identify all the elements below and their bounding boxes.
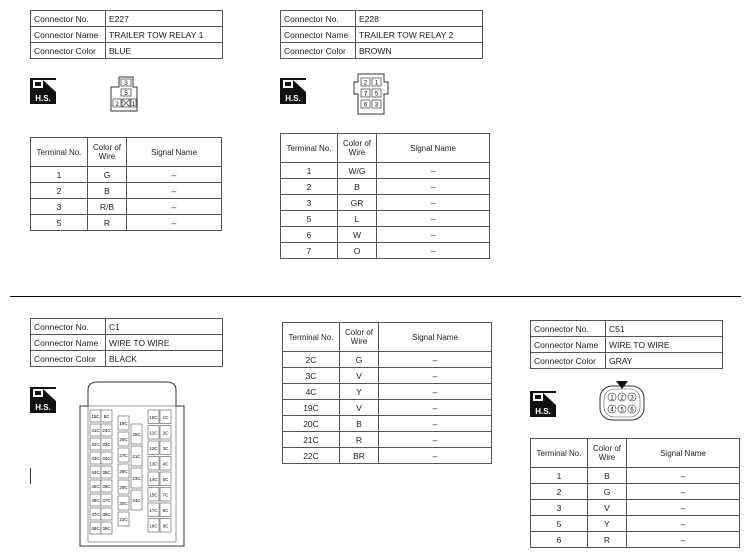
- cell-signal: –: [627, 484, 740, 500]
- pin-label: 15C: [149, 414, 158, 420]
- cell-signal: –: [379, 416, 492, 432]
- table-row: [531, 532, 740, 548]
- pin-label: 5C: [103, 414, 110, 419]
- info-label: Connector No.: [31, 319, 106, 335]
- cell-terminal: 1: [531, 468, 588, 484]
- cell-terminal: 19C: [283, 400, 340, 416]
- cell-signal: –: [379, 368, 492, 384]
- pin-label: 39C: [102, 526, 111, 531]
- cell-signal: –: [377, 243, 490, 259]
- harness-side-icon: [30, 78, 56, 104]
- col-header-signal: Signal Name: [377, 134, 490, 163]
- cell-terminal: 3C: [283, 368, 340, 384]
- cell-color: V: [340, 400, 379, 416]
- cell-signal: –: [379, 448, 492, 464]
- table-row: [281, 211, 490, 227]
- table-row: [31, 319, 223, 335]
- pin-label: 2: [363, 80, 368, 87]
- pin-label: 7C: [162, 492, 169, 498]
- table-row: [281, 179, 490, 195]
- pin-label: 3: [630, 395, 634, 402]
- pin-label: 2C: [162, 430, 169, 436]
- table-row: [531, 516, 740, 532]
- table-row: [283, 448, 492, 464]
- col-header-signal: Signal Name: [127, 138, 222, 167]
- table-row: [281, 195, 490, 211]
- pin-label: 21C: [132, 454, 141, 459]
- pin-label: 1: [610, 395, 614, 402]
- cell-terminal: 5: [531, 516, 588, 532]
- cell-color: W: [338, 227, 377, 243]
- pin-label: 47C: [91, 512, 100, 517]
- cell-color: G: [588, 484, 627, 500]
- cell-signal: –: [379, 352, 492, 368]
- cell-terminal: 1: [281, 163, 338, 179]
- table-row: [283, 432, 492, 448]
- cell-terminal: 7: [281, 243, 338, 259]
- e228-connector-info: [280, 10, 483, 59]
- cell-color: Y: [588, 516, 627, 532]
- col-header-signal: Signal Name: [379, 323, 492, 352]
- info-value: BLACK: [106, 351, 223, 367]
- info-label: Connector Color: [31, 351, 106, 367]
- c1-connector-info: [30, 318, 223, 367]
- cell-terminal: 1: [31, 167, 88, 183]
- pin-label: 1: [374, 80, 379, 87]
- info-label: Connector Name: [531, 337, 606, 353]
- c1-terminal-table: [282, 322, 492, 464]
- table-header: [531, 439, 740, 468]
- table-row: [531, 468, 740, 484]
- cell-signal: –: [379, 432, 492, 448]
- pin-label: 43C: [91, 456, 100, 461]
- cell-terminal: 22C: [283, 448, 340, 464]
- col-header-terminal: Terminal No.: [31, 138, 88, 167]
- cell-signal: –: [379, 400, 492, 416]
- table-header: [281, 134, 490, 163]
- pin-label: 5: [620, 407, 624, 414]
- table-row: [531, 353, 723, 369]
- e227-terminal-table: [30, 137, 222, 231]
- table-row: [531, 321, 723, 337]
- pin-label: 3: [124, 81, 128, 87]
- pin-label: 42C: [91, 442, 100, 447]
- col-header-terminal: Terminal No.: [283, 323, 340, 352]
- pin-label: 19C: [119, 421, 128, 426]
- pin-label: 48C: [91, 526, 100, 531]
- col-header-terminal: Terminal No.: [531, 439, 588, 468]
- e228-connector-face: [350, 72, 392, 118]
- pin-label: 15C: [149, 492, 158, 498]
- cell-signal: –: [127, 199, 222, 215]
- harness-side-icon: [30, 387, 56, 413]
- table-row: [283, 352, 492, 368]
- cell-signal: –: [379, 384, 492, 400]
- pin-label: 35C: [102, 470, 111, 475]
- cell-signal: –: [377, 195, 490, 211]
- text-cursor: [30, 468, 31, 484]
- table-row: [31, 351, 223, 367]
- table-row: [283, 384, 492, 400]
- info-value: WIRE TO WIRE: [606, 337, 723, 353]
- e227-connector-face: [105, 75, 147, 115]
- cell-color: BR: [340, 448, 379, 464]
- pin-label: 26C: [119, 437, 128, 442]
- table-header: [283, 323, 492, 352]
- info-label: Connector Color: [281, 43, 356, 59]
- cell-color: B: [340, 416, 379, 432]
- table-row: [31, 43, 223, 59]
- cell-color: R: [588, 532, 627, 548]
- cell-color: B: [588, 468, 627, 484]
- pin-label: 29C: [119, 485, 128, 490]
- cell-color: B: [88, 183, 127, 199]
- table-row: [31, 215, 222, 231]
- table-row: [281, 227, 490, 243]
- cell-color: W/G: [338, 163, 377, 179]
- pin-label: 34C: [102, 456, 111, 461]
- pin-label: 6: [630, 407, 634, 414]
- cell-color: O: [338, 243, 377, 259]
- pin-label: 2: [115, 102, 119, 108]
- hs-label: H.S.: [35, 94, 51, 103]
- pin-label: 16C: [91, 414, 100, 419]
- table-row: [281, 43, 483, 59]
- cell-terminal: 5: [31, 215, 88, 231]
- cell-terminal: 2: [31, 183, 88, 199]
- table-row: [281, 11, 483, 27]
- table-row: [281, 243, 490, 259]
- pin-label: 17C: [149, 507, 158, 513]
- pin-label: 28C: [119, 469, 128, 474]
- cell-signal: –: [627, 516, 740, 532]
- pin-label: 46C: [91, 498, 100, 503]
- col-header-signal: Signal Name: [627, 439, 740, 468]
- cell-signal: –: [377, 211, 490, 227]
- info-value: TRAILER TOW RELAY 2: [356, 27, 483, 43]
- col-header-color: Color of Wire: [340, 323, 379, 352]
- cell-color: R/B: [88, 199, 127, 215]
- cell-terminal: 2: [531, 484, 588, 500]
- cell-color: Y: [340, 384, 379, 400]
- cell-color: R: [88, 215, 127, 231]
- table-header: [31, 138, 222, 167]
- cell-color: B: [338, 179, 377, 195]
- pin-label: 44C: [91, 470, 100, 475]
- pin-label: 22C: [119, 517, 128, 522]
- cell-signal: –: [127, 183, 222, 199]
- cell-signal: –: [627, 468, 740, 484]
- cell-terminal: 3: [31, 199, 88, 215]
- table-row: [283, 416, 492, 432]
- table-row: [283, 368, 492, 384]
- cell-terminal: 3: [281, 195, 338, 211]
- info-value: WIRE TO WIRE: [106, 335, 223, 351]
- pin-label: 9C: [162, 523, 169, 529]
- pin-label: 36C: [102, 484, 111, 489]
- cell-terminal: 6: [531, 532, 588, 548]
- cell-terminal: 2C: [283, 352, 340, 368]
- cell-color: GR: [338, 195, 377, 211]
- info-value: BLUE: [106, 43, 223, 59]
- info-label: Connector Color: [31, 43, 106, 59]
- pin-label: 4C: [162, 461, 169, 467]
- table-row: [531, 484, 740, 500]
- e227-connector-info: [30, 10, 223, 59]
- info-value: E228: [356, 11, 483, 27]
- cell-terminal: 4C: [283, 384, 340, 400]
- col-header-terminal: Terminal No.: [281, 134, 338, 163]
- cell-signal: –: [377, 179, 490, 195]
- table-row: [281, 27, 483, 43]
- table-row: [31, 183, 222, 199]
- info-value: GRAY: [606, 353, 723, 369]
- cell-signal: –: [377, 227, 490, 243]
- cell-signal: –: [627, 500, 740, 516]
- cell-terminal: 20C: [283, 416, 340, 432]
- col-header-color: Color of Wire: [338, 134, 377, 163]
- pin-label: 37C: [102, 498, 111, 503]
- cell-signal: –: [377, 163, 490, 179]
- col-header-color: Color of Wire: [88, 138, 127, 167]
- table-row: [31, 167, 222, 183]
- info-label: Connector Name: [281, 27, 356, 43]
- hs-label: H.S.: [35, 403, 51, 412]
- info-label: Connector Color: [531, 353, 606, 369]
- cell-signal: –: [127, 167, 222, 183]
- hs-label: H.S.: [285, 94, 301, 103]
- harness-side-icon: [280, 78, 306, 104]
- table-row: [31, 27, 223, 43]
- pin-label: 24C: [102, 428, 111, 433]
- pin-label: 12C: [149, 445, 158, 451]
- table-row: [31, 335, 223, 351]
- cell-color: V: [340, 368, 379, 384]
- table-row: [31, 11, 223, 27]
- cell-color: L: [338, 211, 377, 227]
- harness-side-icon: [530, 391, 556, 417]
- pin-label: 14C: [149, 476, 158, 482]
- section-divider: [10, 296, 741, 297]
- table-row: [531, 500, 740, 516]
- cell-color: R: [340, 432, 379, 448]
- table-row: [281, 163, 490, 179]
- pin-label: 8C: [162, 507, 169, 513]
- pin-label: 5C: [162, 476, 169, 482]
- pin-label: 1C: [162, 414, 169, 420]
- pin-label: 11C: [149, 430, 158, 436]
- hs-label: H.S.: [535, 407, 551, 416]
- pin-label: 23C: [132, 476, 141, 481]
- cell-terminal: 3: [531, 500, 588, 516]
- e228-terminal-table: [280, 133, 490, 259]
- info-value: E227: [106, 11, 223, 27]
- cell-color: G: [88, 167, 127, 183]
- cell-color: V: [588, 500, 627, 516]
- table-row: [283, 400, 492, 416]
- c1-connector-face: [76, 380, 188, 548]
- cell-signal: –: [127, 215, 222, 231]
- c51-terminal-table: [530, 438, 740, 548]
- cell-terminal: 6: [281, 227, 338, 243]
- pin-label: 7: [363, 91, 368, 98]
- table-row: [531, 337, 723, 353]
- info-value: BROWN: [356, 43, 483, 59]
- c51-connector-face: [596, 378, 648, 424]
- pin-label: 2: [620, 395, 624, 402]
- pin-label: 25C: [132, 432, 141, 437]
- pin-label: 6: [363, 102, 368, 109]
- pin-label: 5: [374, 91, 379, 98]
- pin-label: 3: [374, 102, 379, 109]
- info-value: C1: [106, 319, 223, 335]
- info-label: Connector No.: [281, 11, 356, 27]
- pin-label: 41C: [91, 428, 100, 433]
- table-row: [31, 199, 222, 215]
- info-value: C51: [606, 321, 723, 337]
- info-label: Connector No.: [31, 11, 106, 27]
- c51-connector-info: [530, 320, 723, 369]
- pin-label: 30C: [119, 501, 128, 506]
- pin-label: 24C: [132, 498, 141, 503]
- info-value: TRAILER TOW RELAY 1: [106, 27, 223, 43]
- pin-label: 4: [610, 407, 614, 414]
- cell-terminal: 5: [281, 211, 338, 227]
- cell-signal: –: [627, 532, 740, 548]
- cell-terminal: 2: [281, 179, 338, 195]
- cell-terminal: 21C: [283, 432, 340, 448]
- pin-label: 5: [124, 91, 128, 97]
- pin-label: 45C: [91, 484, 100, 489]
- col-header-color: Color of Wire: [588, 439, 627, 468]
- pin-label: 27C: [119, 453, 128, 458]
- pin-label: 38C: [102, 512, 111, 517]
- info-label: Connector Name: [31, 335, 106, 351]
- cell-color: G: [340, 352, 379, 368]
- info-label: Connector Name: [31, 27, 106, 43]
- pin-label: 1: [131, 102, 136, 108]
- pin-label: 13C: [149, 461, 158, 467]
- pin-label: 33C: [102, 442, 111, 447]
- info-label: Connector No.: [531, 321, 606, 337]
- pin-label: 3C: [162, 445, 169, 451]
- pin-label: 18C: [149, 523, 158, 529]
